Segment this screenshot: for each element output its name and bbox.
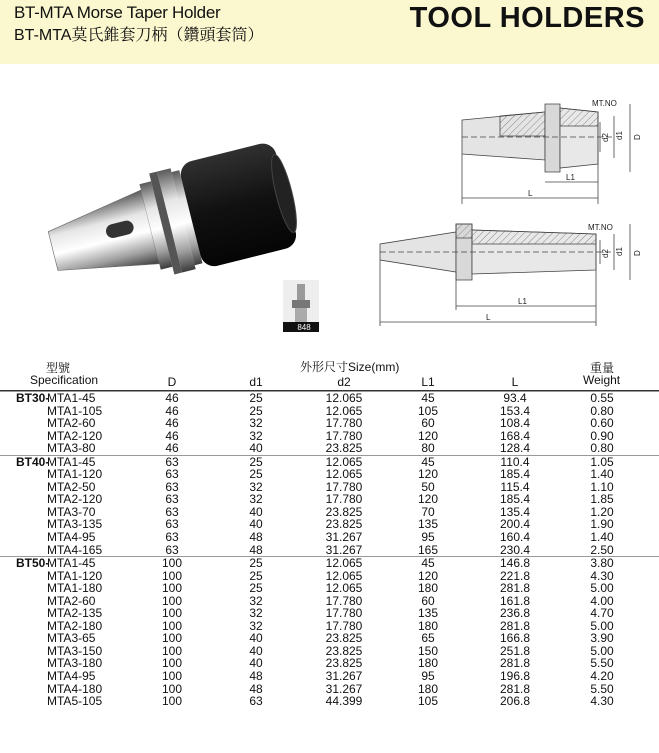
row-D: 100 (161, 681, 183, 696)
row-d2: 12.065 (325, 403, 363, 418)
row-w: 5.50 (590, 681, 614, 696)
row-spec: MTA3-135 (47, 517, 103, 532)
row-D: 46 (165, 416, 179, 431)
row-L1: 60 (421, 593, 435, 608)
bottom-d2-label: d2 (601, 249, 610, 258)
row-d1: 32 (249, 492, 263, 507)
table-header (0, 356, 659, 390)
row-L1: 45 (421, 454, 435, 469)
row-L: 166.8 (499, 631, 531, 646)
table-body (0, 390, 659, 708)
row-L1: 180 (417, 618, 439, 633)
row-w: 4.30 (590, 694, 614, 709)
row-L1: 135 (417, 606, 439, 621)
row-d1: 40 (249, 441, 263, 456)
row-d2: 12.065 (325, 581, 363, 596)
row-D: 46 (165, 391, 179, 405)
row-L: 221.8 (499, 568, 531, 583)
row-D: 100 (161, 581, 183, 596)
row-w: 1.40 (590, 467, 614, 482)
row-D: 63 (165, 542, 179, 557)
row-L: 206.8 (499, 694, 531, 709)
row-L1: 180 (417, 656, 439, 671)
row-D: 100 (161, 593, 183, 608)
row-spec: MTA1-105 (47, 403, 103, 418)
row-D: 63 (165, 479, 179, 494)
row-L: 281.8 (499, 656, 531, 671)
row-L1: 120 (417, 467, 439, 482)
row-d2: 12.065 (325, 454, 363, 469)
row-L: 161.8 (499, 593, 531, 608)
row-w: 3.90 (590, 631, 614, 646)
bottom-technical-drawing (380, 224, 630, 326)
row-D: 100 (161, 694, 183, 709)
row-spec: MTA4-95 (47, 530, 96, 545)
row-d1: 32 (249, 479, 263, 494)
row-L1: 45 (421, 391, 435, 405)
row-spec: MTA1-180 (47, 581, 103, 596)
row-D: 63 (165, 492, 179, 507)
row-L: 146.8 (499, 556, 531, 571)
row-L: 108.4 (499, 416, 531, 431)
row-w: 4.00 (590, 593, 614, 608)
tool-holder-photo (40, 139, 305, 303)
header-d2: d2 (337, 375, 351, 389)
top-D-label: D (633, 134, 642, 140)
row-d1: 32 (249, 593, 263, 608)
row-L1: 105 (417, 694, 439, 709)
bottom-mt-label: MT.NO (588, 223, 613, 232)
row-w: 0.60 (590, 416, 614, 431)
row-spec: MTA1-45 (47, 556, 96, 571)
table-row (0, 556, 659, 570)
row-spec: MTA2-180 (47, 618, 103, 633)
row-w: 2.50 (590, 542, 614, 557)
row-spec: MTA3-80 (47, 441, 96, 456)
row-d1: 25 (249, 556, 263, 571)
header-L1: L1 (421, 375, 435, 389)
row-d2: 23.825 (325, 517, 363, 532)
row-d2: 12.065 (325, 568, 363, 583)
row-w: 1.10 (590, 479, 614, 494)
row-D: 63 (165, 454, 179, 469)
row-w: 1.05 (590, 454, 614, 469)
table-row (0, 670, 659, 683)
row-L: 110.4 (500, 454, 530, 469)
row-L: 185.4 (499, 492, 531, 507)
row-d1: 25 (249, 581, 263, 596)
row-spec: MTA3-70 (47, 504, 96, 519)
row-d1: 40 (249, 643, 263, 658)
row-d2: 31.267 (325, 542, 363, 557)
row-spec: MTA2-50 (47, 479, 96, 494)
bottom-D-label: D (633, 250, 642, 256)
row-d1: 32 (249, 428, 263, 443)
row-L1: 70 (421, 504, 435, 519)
row-D: 63 (165, 517, 179, 532)
specification-table (0, 356, 659, 708)
table-row (0, 391, 659, 405)
row-d2: 23.825 (325, 631, 363, 646)
row-L: 115.4 (500, 479, 530, 494)
row-w: 4.20 (590, 669, 614, 684)
row-spec: MTA4-165 (47, 542, 103, 557)
row-spec: MTA3-180 (47, 656, 103, 671)
row-spec: MTA2-120 (47, 428, 103, 443)
row-d2: 23.825 (325, 656, 363, 671)
row-d2: 17.780 (325, 606, 363, 621)
product-figures (0, 64, 659, 354)
header-spec-en: Specification (30, 373, 99, 387)
row-w: 1.40 (590, 530, 614, 545)
row-d2: 17.780 (325, 618, 363, 633)
table-row (0, 468, 659, 481)
row-L: 281.8 (499, 618, 531, 633)
title-banner (0, 0, 659, 64)
row-spec: MTA4-95 (47, 669, 96, 684)
row-d1: 32 (249, 416, 263, 431)
row-d1: 48 (249, 669, 263, 684)
row-spec: MTA2-120 (47, 492, 103, 507)
row-D: 100 (161, 568, 183, 583)
row-D: 63 (165, 467, 179, 482)
row-d2: 17.780 (325, 479, 363, 494)
row-d2: 23.825 (325, 643, 363, 658)
table-row (0, 417, 659, 430)
row-w: 1.85 (590, 492, 614, 507)
row-w: 0.80 (590, 441, 614, 456)
row-L1: 45 (421, 556, 435, 571)
row-w: 5.50 (590, 656, 614, 671)
table-row (0, 544, 659, 557)
row-L1: 180 (417, 581, 439, 596)
row-d2: 17.780 (325, 416, 363, 431)
top-technical-drawing (462, 104, 630, 204)
top-L-label: L (528, 189, 533, 198)
row-L: 168.4 (499, 428, 531, 443)
row-d2: 17.780 (325, 593, 363, 608)
bottom-L-label: L (486, 313, 491, 322)
row-d1: 40 (249, 631, 263, 646)
row-D: 100 (161, 669, 183, 684)
row-L: 135.4 (499, 504, 531, 519)
row-d2: 31.267 (325, 530, 363, 545)
row-D: 63 (165, 504, 179, 519)
row-L: 281.8 (499, 581, 531, 596)
header-L: L (511, 375, 519, 389)
row-d1: 25 (249, 403, 263, 418)
row-w: 0.55 (590, 391, 614, 405)
row-d2: 17.780 (325, 492, 363, 507)
row-group: BT40- (16, 454, 50, 469)
row-spec: MTA3-150 (47, 643, 103, 658)
bottom-L1-label: L1 (518, 297, 527, 306)
row-L1: 95 (421, 530, 435, 545)
header-spec-zh: 型號 (46, 361, 71, 375)
row-w: 0.80 (590, 403, 614, 418)
row-d2: 31.267 (325, 681, 363, 696)
row-L: 281.8 (499, 681, 531, 696)
title-english: BT-MTA Morse Taper Holder (14, 3, 221, 22)
row-spec: MTA1-120 (47, 467, 103, 482)
row-d1: 40 (249, 656, 263, 671)
row-d2: 12.065 (325, 467, 363, 482)
row-L: 93.4 (503, 391, 527, 405)
row-D: 100 (161, 606, 183, 621)
row-L1: 150 (417, 643, 439, 658)
table-row (0, 695, 659, 708)
row-L1: 65 (421, 631, 435, 646)
row-group: BT50- (16, 556, 50, 571)
table-row (0, 455, 659, 469)
row-L: 153.4 (499, 403, 531, 418)
row-L1: 60 (421, 416, 435, 431)
row-L: 251.8 (499, 643, 531, 658)
row-L: 236.8 (499, 606, 531, 621)
row-d2: 23.825 (325, 504, 363, 519)
row-L1: 105 (417, 403, 439, 418)
row-L: 160.4 (499, 530, 531, 545)
row-L1: 135 (417, 517, 439, 532)
row-d2: 17.780 (325, 428, 363, 443)
row-D: 46 (165, 403, 179, 418)
row-w: 5.00 (590, 643, 614, 658)
row-spec: MTA5-105 (47, 694, 103, 709)
row-D: 100 (161, 643, 183, 658)
row-w: 4.30 (590, 568, 614, 583)
row-d1: 25 (249, 467, 263, 482)
row-spec: MTA1-120 (47, 568, 103, 583)
row-d1: 32 (249, 618, 263, 633)
row-D: 100 (161, 556, 183, 571)
row-L1: 120 (417, 428, 439, 443)
row-D: 100 (161, 656, 183, 671)
table-row (0, 582, 659, 595)
row-L1: 180 (417, 681, 439, 696)
badge-label: 848 (297, 323, 311, 332)
row-w: 0.90 (590, 428, 614, 443)
row-d1: 25 (249, 568, 263, 583)
top-L1-label: L1 (566, 173, 575, 182)
row-L: 196.8 (499, 669, 531, 684)
row-L1: 120 (417, 492, 439, 507)
row-L: 185.4 (499, 467, 531, 482)
row-d1: 48 (249, 542, 263, 557)
row-d1: 32 (249, 606, 263, 621)
row-group: BT30- (16, 391, 50, 405)
row-L1: 165 (417, 542, 439, 557)
row-w: 1.20 (590, 504, 614, 519)
row-L1: 80 (421, 441, 435, 456)
row-D: 63 (165, 530, 179, 545)
row-spec: MTA2-60 (47, 416, 96, 431)
row-d1: 40 (249, 517, 263, 532)
row-d2: 12.065 (325, 391, 363, 405)
top-d2-label: d2 (601, 133, 610, 142)
header-d1: d1 (249, 375, 263, 389)
table-row (0, 442, 659, 455)
row-spec: MTA2-135 (47, 606, 103, 621)
row-spec: MTA3-65 (47, 631, 96, 646)
table-row (0, 531, 659, 544)
table-row (0, 607, 659, 620)
row-d2: 44.399 (325, 694, 363, 709)
row-spec: MTA4-180 (47, 681, 103, 696)
row-L: 230.4 (499, 542, 531, 557)
row-d1: 40 (249, 504, 263, 519)
bottom-d1-label: d1 (615, 247, 624, 256)
row-L: 128.4 (499, 441, 531, 456)
row-D: 46 (165, 441, 179, 456)
row-spec: MTA1-45 (47, 391, 96, 405)
row-spec: MTA1-45 (47, 454, 96, 469)
row-d1: 48 (249, 530, 263, 545)
row-w: 5.00 (590, 618, 614, 633)
row-w: 5.00 (590, 581, 614, 596)
row-D: 100 (161, 618, 183, 633)
header-weight-zh: 重量 (590, 361, 615, 375)
title-chinese: BT-MTA莫氏錐套刀柄（鑽頭套筒） (14, 27, 264, 44)
top-mt-label: MT.NO (592, 99, 617, 108)
row-d2: 31.267 (325, 669, 363, 684)
row-w: 1.90 (590, 517, 614, 532)
row-L1: 95 (421, 669, 435, 684)
top-d1-label: d1 (615, 131, 624, 140)
row-d2: 12.065 (325, 556, 363, 571)
row-D: 46 (165, 428, 179, 443)
row-w: 3.80 (590, 556, 614, 571)
header-dims: 外形尺寸Size(mm) (300, 360, 400, 374)
row-L: 200.4 (499, 517, 531, 532)
row-d2: 23.825 (325, 441, 363, 456)
row-d1: 25 (249, 391, 263, 405)
pull-stud-badge (283, 280, 319, 332)
row-d1: 63 (249, 694, 263, 709)
row-w: 4.70 (590, 606, 614, 621)
row-L1: 120 (417, 568, 439, 583)
brand-heading: TOOL HOLDERS (409, 2, 645, 34)
row-d1: 48 (249, 681, 263, 696)
row-d1: 25 (249, 454, 263, 469)
header-D: D (167, 375, 177, 389)
row-spec: MTA2-60 (47, 593, 96, 608)
header-weight-en: Weight (583, 373, 621, 387)
row-D: 100 (161, 631, 183, 646)
row-L1: 50 (421, 479, 435, 494)
